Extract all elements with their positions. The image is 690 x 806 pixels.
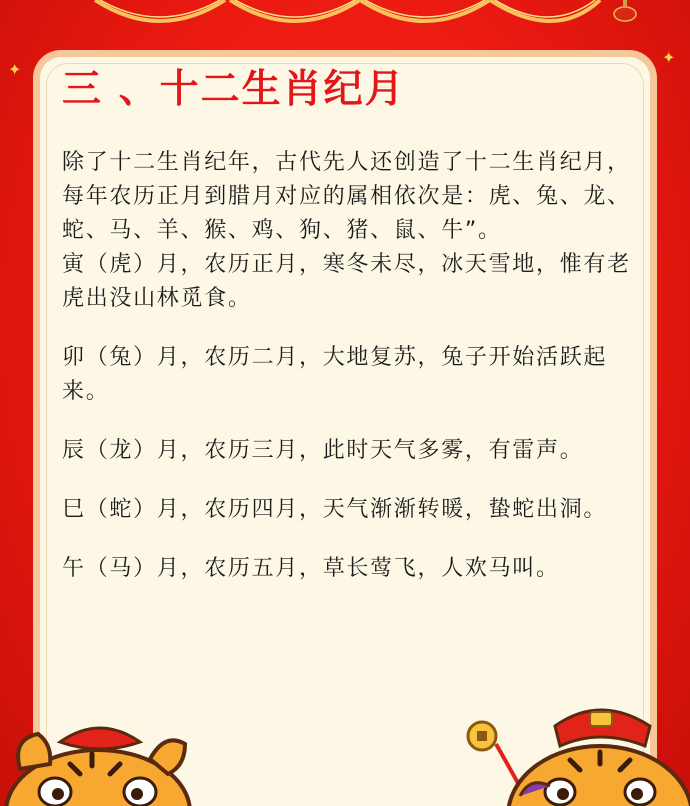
- cartoon-tiger-with-coin-icon: [460, 696, 690, 806]
- month-paragraph-horse: 午（马）月，农历五月，草长莺飞，人欢马叫。: [62, 556, 560, 581]
- article-body: [62, 146, 634, 586]
- month-paragraph-dragon: 辰（龙）月，农历三月，此时天气多雾，有雷声。: [62, 438, 584, 463]
- sparkle-icon: ✦: [662, 48, 676, 67]
- lantern-icon: [612, 0, 638, 22]
- festive-arcs-icon: [0, 0, 690, 40]
- intro-paragraph: 除了十二生肖纪年，古代先人还创造了十二生肖纪月，每年农历正月到腊月对应的属相依次是：虎、兔、龙、蛇、马、羊、猴、鸡、狗、猪、鼠、牛”。: [62, 150, 631, 243]
- page-title: 三 、十二生肖纪月: [62, 67, 406, 112]
- month-paragraph-rabbit: 卯（兔）月，农历二月，大地复苏，兔子开始活跃起来。: [62, 345, 608, 404]
- month-paragraph-tiger: 寅（虎）月，农历正月，寒冬未尽，冰天雪地，惟有老虎出没山林觅食。: [62, 252, 631, 311]
- cartoon-tiger-icon: [0, 714, 210, 806]
- sparkle-icon: ✦: [8, 60, 22, 79]
- month-paragraph-snake: 巳（蛇）月，农历四月，天气渐渐转暖，蛰蛇出洞。: [62, 497, 608, 522]
